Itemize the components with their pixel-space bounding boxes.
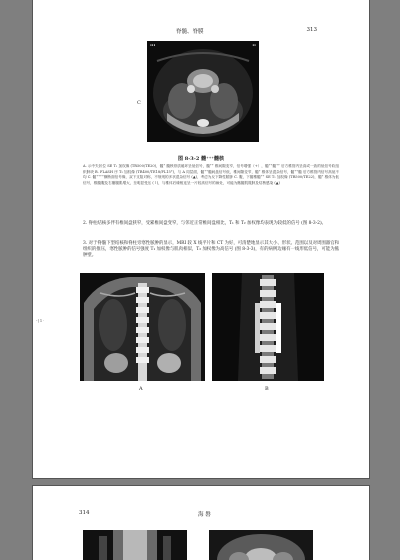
page-number-2: 314 xyxy=(79,510,90,516)
figure-letter-b: B xyxy=(265,386,269,392)
mri-coronal-image-a xyxy=(80,273,205,381)
mri-drawing-page2-left xyxy=(83,530,187,560)
margin-marks: -|1· xyxy=(36,318,45,323)
running-head-title-2: 海 磐 xyxy=(198,512,211,518)
mri-corner-label-left: ▮▮▮ xyxy=(150,43,156,47)
figure-note-text: A. 示中矢状位 SE T₁ 加权像 (TR500/TE20)，髓⁺ 髓核骨质破坏呈低信号，髓⁺⁺ 椎间隙变窄，信号增强（+），髓⁺⁺髓⁺⁺ 后方椎管内呈高或一致的低信号软组织肿块 B. FLASH 序 T₂ 加权像 (TR400/TE18/FL15°)，与 A 同层面，髓⁺⁺髓间盘信号低，椎间隙变窄，髓⁺ 椎体呈混杂信号，髓⁺⁺髓 后方椎管内信号高低不均 C. 髓⁺⁺⁺⁺横断面信号像，双下支阻对称，不规则的多状混杂信号 (▲)，考虑为反下降性脓肿 C. 腹，下腰椎髓⁺⁺ SE T₁ 加权像 (TR500/TE22)，髓⁺ 椎体为低信号，椎髓腹及右髂腰肌增大，呈明显受压 (↑)，与椎体后缘相连呈一片较高信号的病灶，可能为髂腰肌脓肿及结核感染 (▲) xyxy=(83,164,339,185)
running-head xyxy=(33,27,369,39)
mri-sagittal-image-b xyxy=(212,273,324,381)
figure-caption: 图 8-3-2 髓⁺⁺⁺髓核 xyxy=(178,156,224,162)
paragraph-2: 2. 脊柱结核多伴有椎间盘狭窄，受累椎间盘变窄，与邻近正常椎间盘相比，T₁ 和 T₂ 加权像均表现为较低的信号 (图 8-3-2)。 xyxy=(83,221,327,226)
mri-image-page2-left xyxy=(83,530,187,560)
mri-corner-label-right: ▮▮ xyxy=(252,43,256,47)
mri-sagittal-drawing-b xyxy=(212,273,324,381)
mri-drawing-page2-right xyxy=(209,530,313,560)
book-page-314 xyxy=(33,486,369,560)
figure-side-label: C xyxy=(137,100,141,106)
mri-axial-drawing xyxy=(147,41,259,142)
book-page-313 xyxy=(33,0,369,478)
running-head-2 xyxy=(33,510,369,522)
page-number: 313 xyxy=(306,27,317,33)
running-head-title: 脊髓、脊膜 xyxy=(176,29,204,35)
figure-letter-a: A xyxy=(139,386,143,392)
mri-coronal-drawing-a xyxy=(80,273,205,381)
paragraph-3: 3. 对于脊髓下型结核和脊柱旁寒性脓肿的显示，MRI 较 X 线平片和 CT 为好，可清楚地显示其大小、形状、范围以及对周围器官和组织的推压，寒性脓肿的信号强度 T₁ 加权像与肌肉相似，T₂ 加权像为高信号 (图 8-3-3)，有的病例边缘有一线形低信号，可能为脓肿壁。 xyxy=(83,241,339,258)
mri-image-page2-right xyxy=(209,530,313,560)
mri-axial-image xyxy=(147,41,259,142)
